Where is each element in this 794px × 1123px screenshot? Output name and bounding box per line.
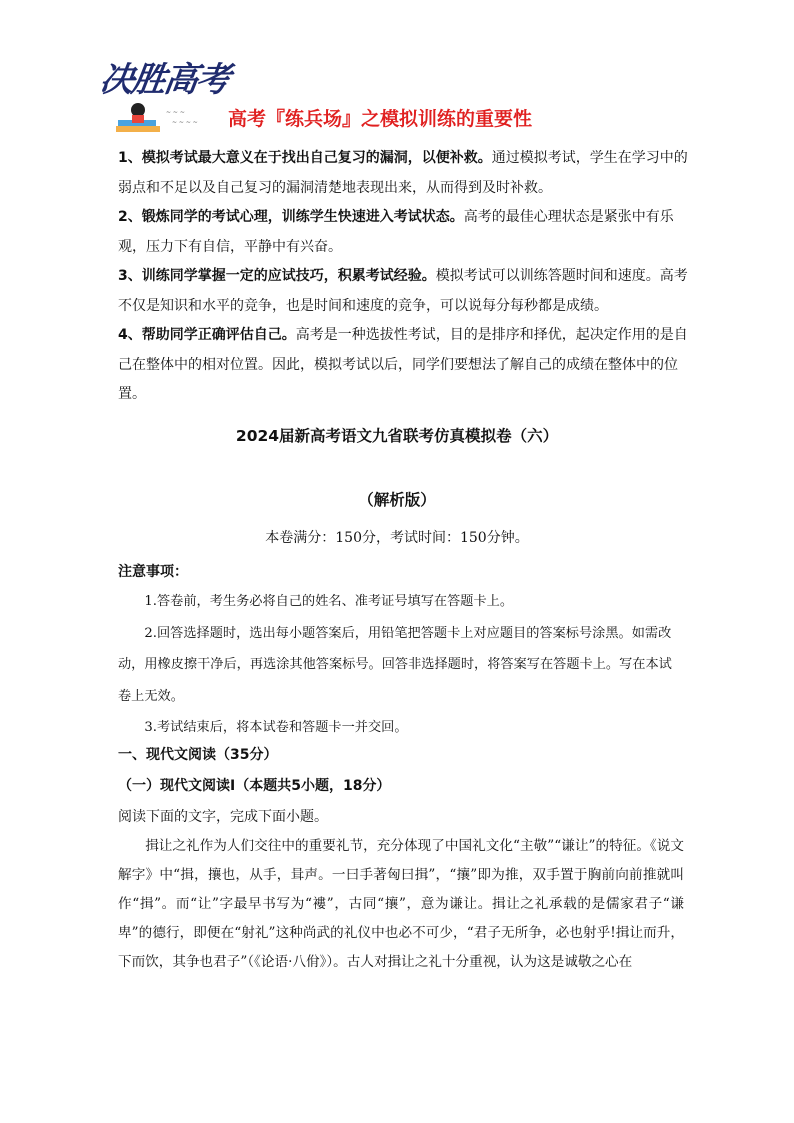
point-item: 1、模拟考试最大意义在于找出自己复习的漏洞，以便补救。通过模拟考试，学生在学习中的弱点和不足以及自己复习的漏洞清楚地表现出来，从而得到及时补救。	[118, 150, 688, 196]
brand-logo	[97, 58, 231, 136]
point-item: 3、训练同学掌握一定的应试技巧，积累考试经验。模拟考试可以训练答题时间和速度。高考不仅是知识和水平的竞争，也是时间和速度的竞争，可以说每分每秒都是成绩。	[118, 268, 688, 314]
passage-paragraph: 揖让之礼作为人们交往中的重要礼节，充分体现了中国礼文化“主敬”“谦让”的特征。《说文解字》中“揖，攘也，从手，咠声。一曰手著匈曰揖”，“攘”即为推，双手置于胸前向前推就叫作“揖”。而“让”字最早书写为“褸”，古同“攘”，意为谦让。揖让之礼承载的是儒家君子“谦卑”的德行，即便在“射礼”这种尚武的礼仪中也必不可少，“君子无所争，必也射乎!揖让而升，下而饮，其争也君子”（《论语·八佾》）。古人对揖让之礼十分重视，认为这是诚敬之心在	[118, 838, 684, 970]
notes-section	[118, 558, 684, 744]
reading-passage	[118, 832, 684, 977]
notes-heading: 注意事项：	[118, 564, 188, 580]
point-item: 4、帮助同学正确评估自己。高考是一种选拔性考试，目的是排序和择优，起决定作用的是自己在整体中的相对位置。因此，模拟考试以后，同学们要想法了解自己的成绩在整体中的位置。	[118, 327, 688, 402]
exam-title: 2024届新高考语文九省联考仿真模拟卷（六）	[235, 427, 559, 445]
logo-text: 决胜高考	[97, 60, 231, 100]
note-item: 3.考试结束后，将本试卷和答题卡一并交回。	[144, 720, 408, 735]
point-item: 2、锻炼同学的考试心理，训练学生快速进入考试状态。高考的最佳心理状态是紧张中有乐观，压力下有自信，平静中有兴奋。	[118, 209, 674, 255]
exam-subtitle: （解析版）	[358, 491, 436, 509]
student-reading-illustration	[108, 100, 228, 136]
intro-points	[118, 144, 688, 410]
reading-instruction: 阅读下面的文字，完成下面小题。	[118, 809, 328, 825]
banner-title: 高考『练兵场』之模拟训练的重要性	[228, 108, 533, 130]
note-item: 2.回答选择题时，选出每小题答案后，用铅笔把答题卡上对应题目的答案标号涂黑。如需改动，用橡皮擦干净后，再选涂其他答案标号。回答非选择题时，将答案写在答题卡上。写在本试卷上无效。	[118, 625, 672, 704]
exam-info: 本卷满分：150分，考试时间：150分钟。	[265, 530, 529, 546]
note-item: 1.答卷前，考生务必将自己的姓名、准考证号填写在答题卡上。	[144, 594, 514, 609]
section-heading: 一、现代文阅读（35分）	[118, 747, 278, 763]
subsection-heading: （一）现代文阅读Ⅰ（本题共5小题，18分）	[118, 778, 391, 794]
svg-text:~ ~ ~ ~: ~ ~ ~ ~	[172, 119, 198, 126]
svg-text:~ ~ ~: ~ ~ ~	[166, 109, 185, 116]
